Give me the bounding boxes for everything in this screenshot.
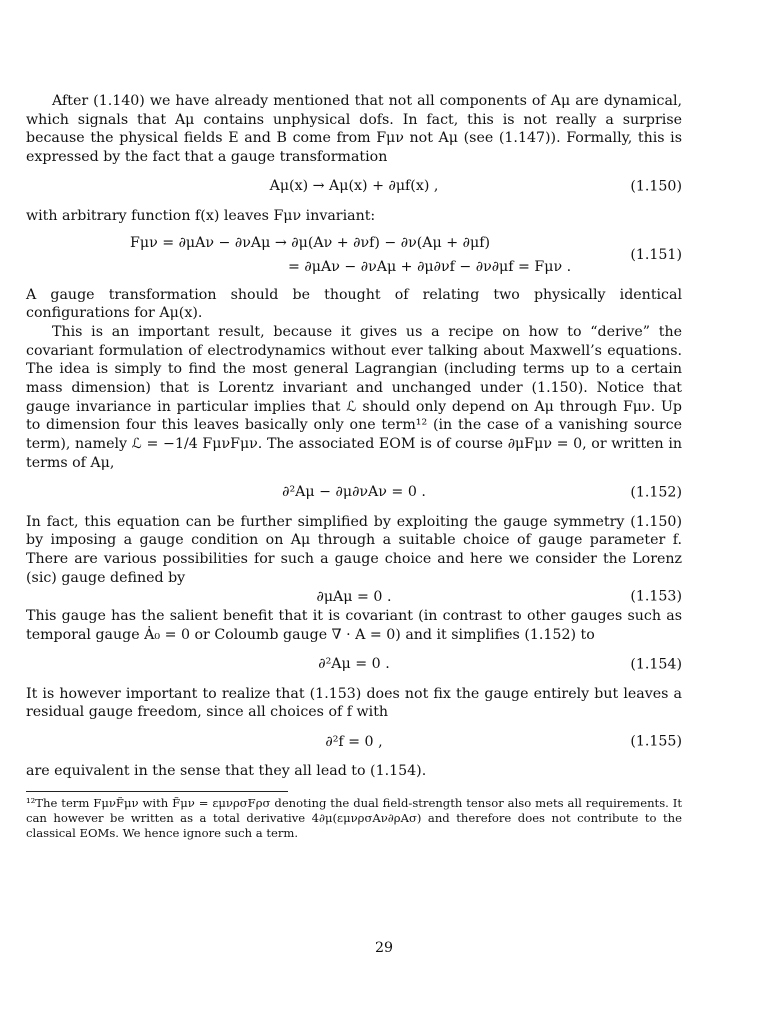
page-number: 29	[374, 940, 394, 956]
equation-number: (1.155)	[630, 733, 682, 750]
equation-1-151	[26, 230, 682, 282]
equation-math: ∂μAμ = 0 .	[316, 589, 392, 605]
paragraph-2: with arbitrary function f(x) leaves Fμν invariant:	[26, 207, 376, 224]
footnote-rule	[26, 791, 288, 792]
paragraph-3: A gauge transformation should be thought of relating two physically identical configurations for Aμ(x).	[26, 286, 682, 322]
footnote: ¹²The term FμνF̃μν with F̃μν = εμνρσFρσ denoting the dual field-strength tensor also mets all requirements. It can however be written as a total derivative 4∂μ(εμνρσAν∂ρAσ) and therefore does not contribute to the classical EOMs. We hence ignore such a term.	[26, 795, 682, 840]
paragraph-8: are equivalent in the sense that they all lead to (1.154).	[26, 763, 427, 780]
equation-number: (1.154)	[630, 656, 682, 673]
equation-line-1: Fμν = ∂μAν − ∂νAμ → ∂μ(Aν + ∂νf) − ∂ν(Aμ + ∂μf)	[130, 234, 491, 251]
equation-number: (1.150)	[630, 178, 682, 195]
equation-1-150	[26, 167, 682, 207]
equation-math: Aμ(x) → Aμ(x) + ∂μf(x) ,	[269, 178, 439, 195]
paragraph-4: This is an important result, because it gives us a recipe on how to “derive” the covariant formulation of electrodynamics without ever talking about Maxwell’s equations. The idea is simply to find the most general Lagrangian (including terms up to a certain mass dimension) that is Lorentz invariant and unchanged under (1.150). Notice that gauge invariance in particular implies that ℒ should only depend on Aμ through Fμν. Up to dimension four this leaves basically only one term¹² (in the case of a vanishing source term), namely ℒ = −1/4 FμνFμν. The associated EOM is of course ∂μFμν = 0, or written in terms of Aμ,	[26, 323, 682, 471]
equation-1-153	[26, 587, 682, 607]
page-body	[26, 92, 682, 841]
paragraph-1: After (1.140) we have already mentioned that not all components of Aμ are dynamical, which signals that Aμ contains unphysical dofs. In fact, this is not really a surprise because the physical fields E and B come from Fμν not Aμ (see (1.147)). Formally, this is expressed by the fact that a gauge transformation	[26, 93, 682, 166]
equation-number: (1.153)	[630, 589, 682, 606]
paragraph-6: This gauge has the salient benefit that it is covariant (in contrast to other gauges such as temporal gauge Ȧ₀ = 0 or Coloumb gauge ∇ · A = 0) and it simplifies (1.152) to	[26, 608, 682, 644]
equation-1-152	[26, 473, 682, 513]
equation-math: ∂²Aμ − ∂μ∂νAν = 0 .	[282, 484, 426, 501]
paragraph-7: It is however important to realize that (1.153) does not fix the gauge entirely but leaves a residual gauge freedom, since all choices of f with	[26, 685, 682, 721]
equation-line-2: = ∂μAν − ∂νAμ + ∂μ∂νf − ∂ν∂μf = Fμν .	[288, 258, 572, 275]
paragraph-5: In fact, this equation can be further simplified by exploiting the gauge symmetry (1.150) by imposing a gauge condition on Aμ through a suitable choice of gauge parameter f. There are various possibilities for such a gauge choice and here we consider the Lorenz (sic) gauge defined by	[26, 513, 682, 586]
equation-number: (1.151)	[630, 246, 682, 263]
equation-math: ∂²f = 0 ,	[325, 733, 383, 750]
equation-math: ∂²Aμ = 0 .	[318, 656, 390, 673]
equation-number: (1.152)	[630, 484, 682, 501]
equation-1-155	[26, 722, 682, 762]
equation-1-154	[26, 645, 682, 685]
